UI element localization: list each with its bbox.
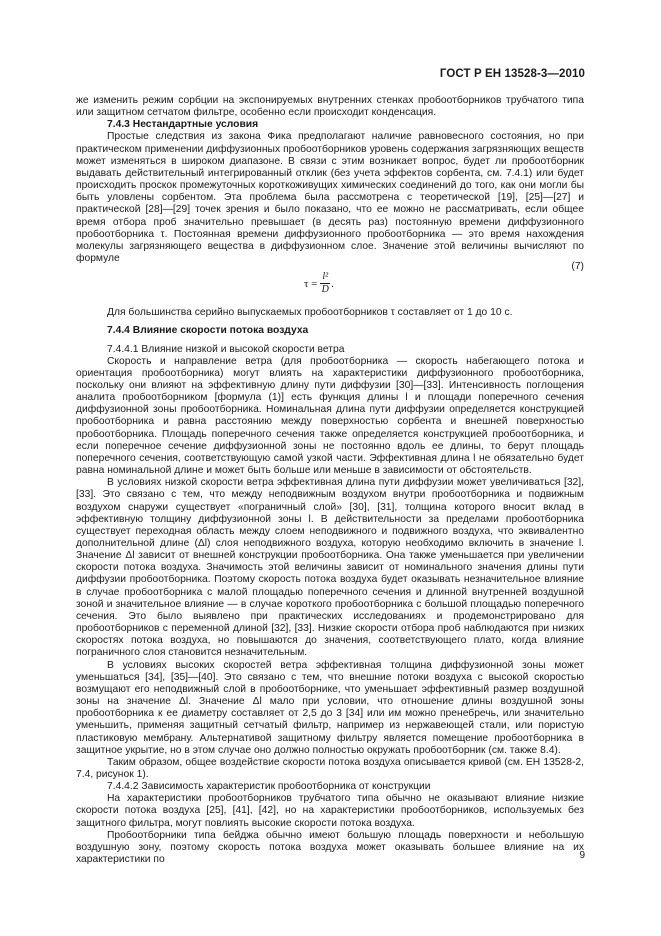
paragraph: Для большинства серийно выпускаемых пробоотборников τ составляет от 1 до 10 с. <box>107 307 513 319</box>
document-header: ГОСТ Р ЕН 13528-3—2010 <box>439 68 585 80</box>
paragraph: В условиях высоких скоростей ветра эффективная толщина диффузионной зоны может уменьшаться [34], [35]—[40]. Это связано с тем, что внешние потоки воздуха с высокой скоростью возмущают его неподвижный слой в пробоотборнике, что уменьшает эффективный размер воздушной зоны на значение Δl. Значение Δl мало при условии, что отношение длины воздушной зоны пробоотборника к ее диаметру составляет от 2,5 до 3 [34] или им можно пренебречь, или значительно уменьшить, применяя защитный сетчатый фильтр, например из нержавеющей стали, или пористую пластиковую мембрану. Альтернативой защитному фильтру является помещение пробоотборника в защитное укрытие, но в этом случае оно должно полностью окружать пробоотборник (см. также 8.4). <box>76 659 584 756</box>
formula-expression <box>304 271 334 296</box>
formula-number: (7) <box>571 261 584 273</box>
paragraph: Таким образом, общее воздействие скорости потока воздуха описывается кривой (см. ЕН 13528-2, 7.4, рисунок 1). <box>76 756 584 780</box>
paragraph: же изменить режим сорбции на экспонируемых внутренних стенках пробоотборников трубчатого типа или защитном сетчатом фильтре, особенно если происходит конденсация. <box>76 95 584 119</box>
paragraph: Скорость и направление ветра (для пробоотборника — скорость набегающего потока и ориентация пробоотборника) могут влиять на характеристики диффузионного пробоотборника, поскольку они влияют на эффективную длину пути диффузии [30]—[33]. Интенсивность поглощения аналита пробоотборником [формула (1)] есть функция длины l и площади поперечного сечения диффузионной зоны пробоотборника. Номинальная длина пути диффузии определяется конструкцией пробоотборника и равна расстоянию между поверхностью сорбента и внешней поверхностью пробоотборника. Площадь поперечного сечения также определяется конструкцией пробоотборника, и если поперечное сечение диффузионной зоны не постоянно вдоль ее длины, то берут площадь поперечного сечения, соответствующую самой узкой части. Эффективная длина l не обязательно будет равна номинальной длине и может быть больше или меньше в зависимости от обстоятельств. <box>76 355 584 477</box>
page-number: 9 <box>579 850 585 861</box>
section-heading-7-4-3: 7.4.3 Нестандартные условия <box>107 119 259 131</box>
section-heading-7-4-4: 7.4.4 Влияние скорости потока воздуха <box>107 325 309 337</box>
subsection-heading-7-4-4-1: 7.4.4.1 Влияние низкой и высокой скорости ветра <box>107 343 345 355</box>
formula-numerator: l² <box>322 271 329 283</box>
formula-lhs: τ = <box>304 277 318 290</box>
subsection-heading-7-4-4-2: 7.4.4.2 Зависимость характеристик пробоотборника от конструкции <box>107 781 431 793</box>
paragraph: На характеристики пробоотборников трубчатого типа обычно не оказывают влияние низкие скорости потока воздуха [25], [41], [42], но на характеристики пробоотборников, используемых без защитного фильтра, могут повлиять высокие скорости потока воздуха. <box>76 793 584 829</box>
formula-denominator: D <box>321 284 329 296</box>
paragraph: В условиях низкой скорости ветра эффективная длина пути диффузии может увеличиваться [32], [33]. Это связано с тем, что между неподвижным воздухом внутри пробоотборника и подвижным воздухом снаружи существует «пограничный слой» [30], [31], толщина которого вносит вклад в эффективную толщину диффузионной зоны l. В действительности за пределами пробоотборника существует переходная область между слоем неподвижного и подвижного воздуха, что эквивалентно дополнительной длине (Δl) слоя неподвижного воздуха, которую необходимо включить в значение l. Значение Δl зависит от внешней конструкции пробоотборника. Она также уменьшается при увеличении скорости потока воздуха. Значимость этой величины зависит от номинального значения длины пути диффузии пробоотборника. Поэтому скорость потока воздуха будет оказывать незначительное влияние в случае пробоотборника с малой площадью поперечного сечения и длинной внутренней воздушной зоной и значительное влияние — в случае короткого пробоотборника с большой площадью поперечного сечения. Это было выявлено при практических исследованиях и продемонстрировано для пробоотборников с переменной длиной [32], [33]. Низкие скорости отбора проб наблюдаются при низких скоростях потока воздуха, но повышаются до значения, соответствующего плато, когда влияние пограничного слоя становится незначительным. <box>76 477 584 659</box>
formula-7 <box>76 261 584 301</box>
formula-tail: . <box>331 277 334 290</box>
formula-fraction <box>320 271 330 296</box>
paragraph: Простые следствия из закона Фика предполагают наличие равновесного состояния, но при практическом применении диффузионных пробоотборников уровень содержания загрязняющих веществ может изменяться в широком диапазоне. В связи с этим возникает вопрос, будет ли пробоотборник выдавать действительный интегрированный отклик (без учета эффектов сорбента, см. 7.4.1) или будет происходить проскок промежуточных короткоживущих химических соединений до того, как они могли бы быть уловлены сорбентом. Эта проблема была рассмотрена с теоретической [19], [25]—[27] и практической [28]—[29] точек зрения и было показано, что ее можно не рассматривать, если общее время отбора проб значительно превышает (в десять раз) постоянную времени диффузионного пробоотборника τ. Постоянная времени диффузионного пробоотборника — это время нахождения молекулы загрязняющего вещества в диффузионном слое. Значение этой величины вычисляют по формуле <box>76 131 584 265</box>
document-body <box>76 95 584 866</box>
paragraph: Пробоотборники типа бейджа обычно имеют большую площадь поверхности и небольшую воздушную зону, поэтому скорость потока воздуха может оказывать большее влияние на их характеристики по <box>76 829 584 866</box>
